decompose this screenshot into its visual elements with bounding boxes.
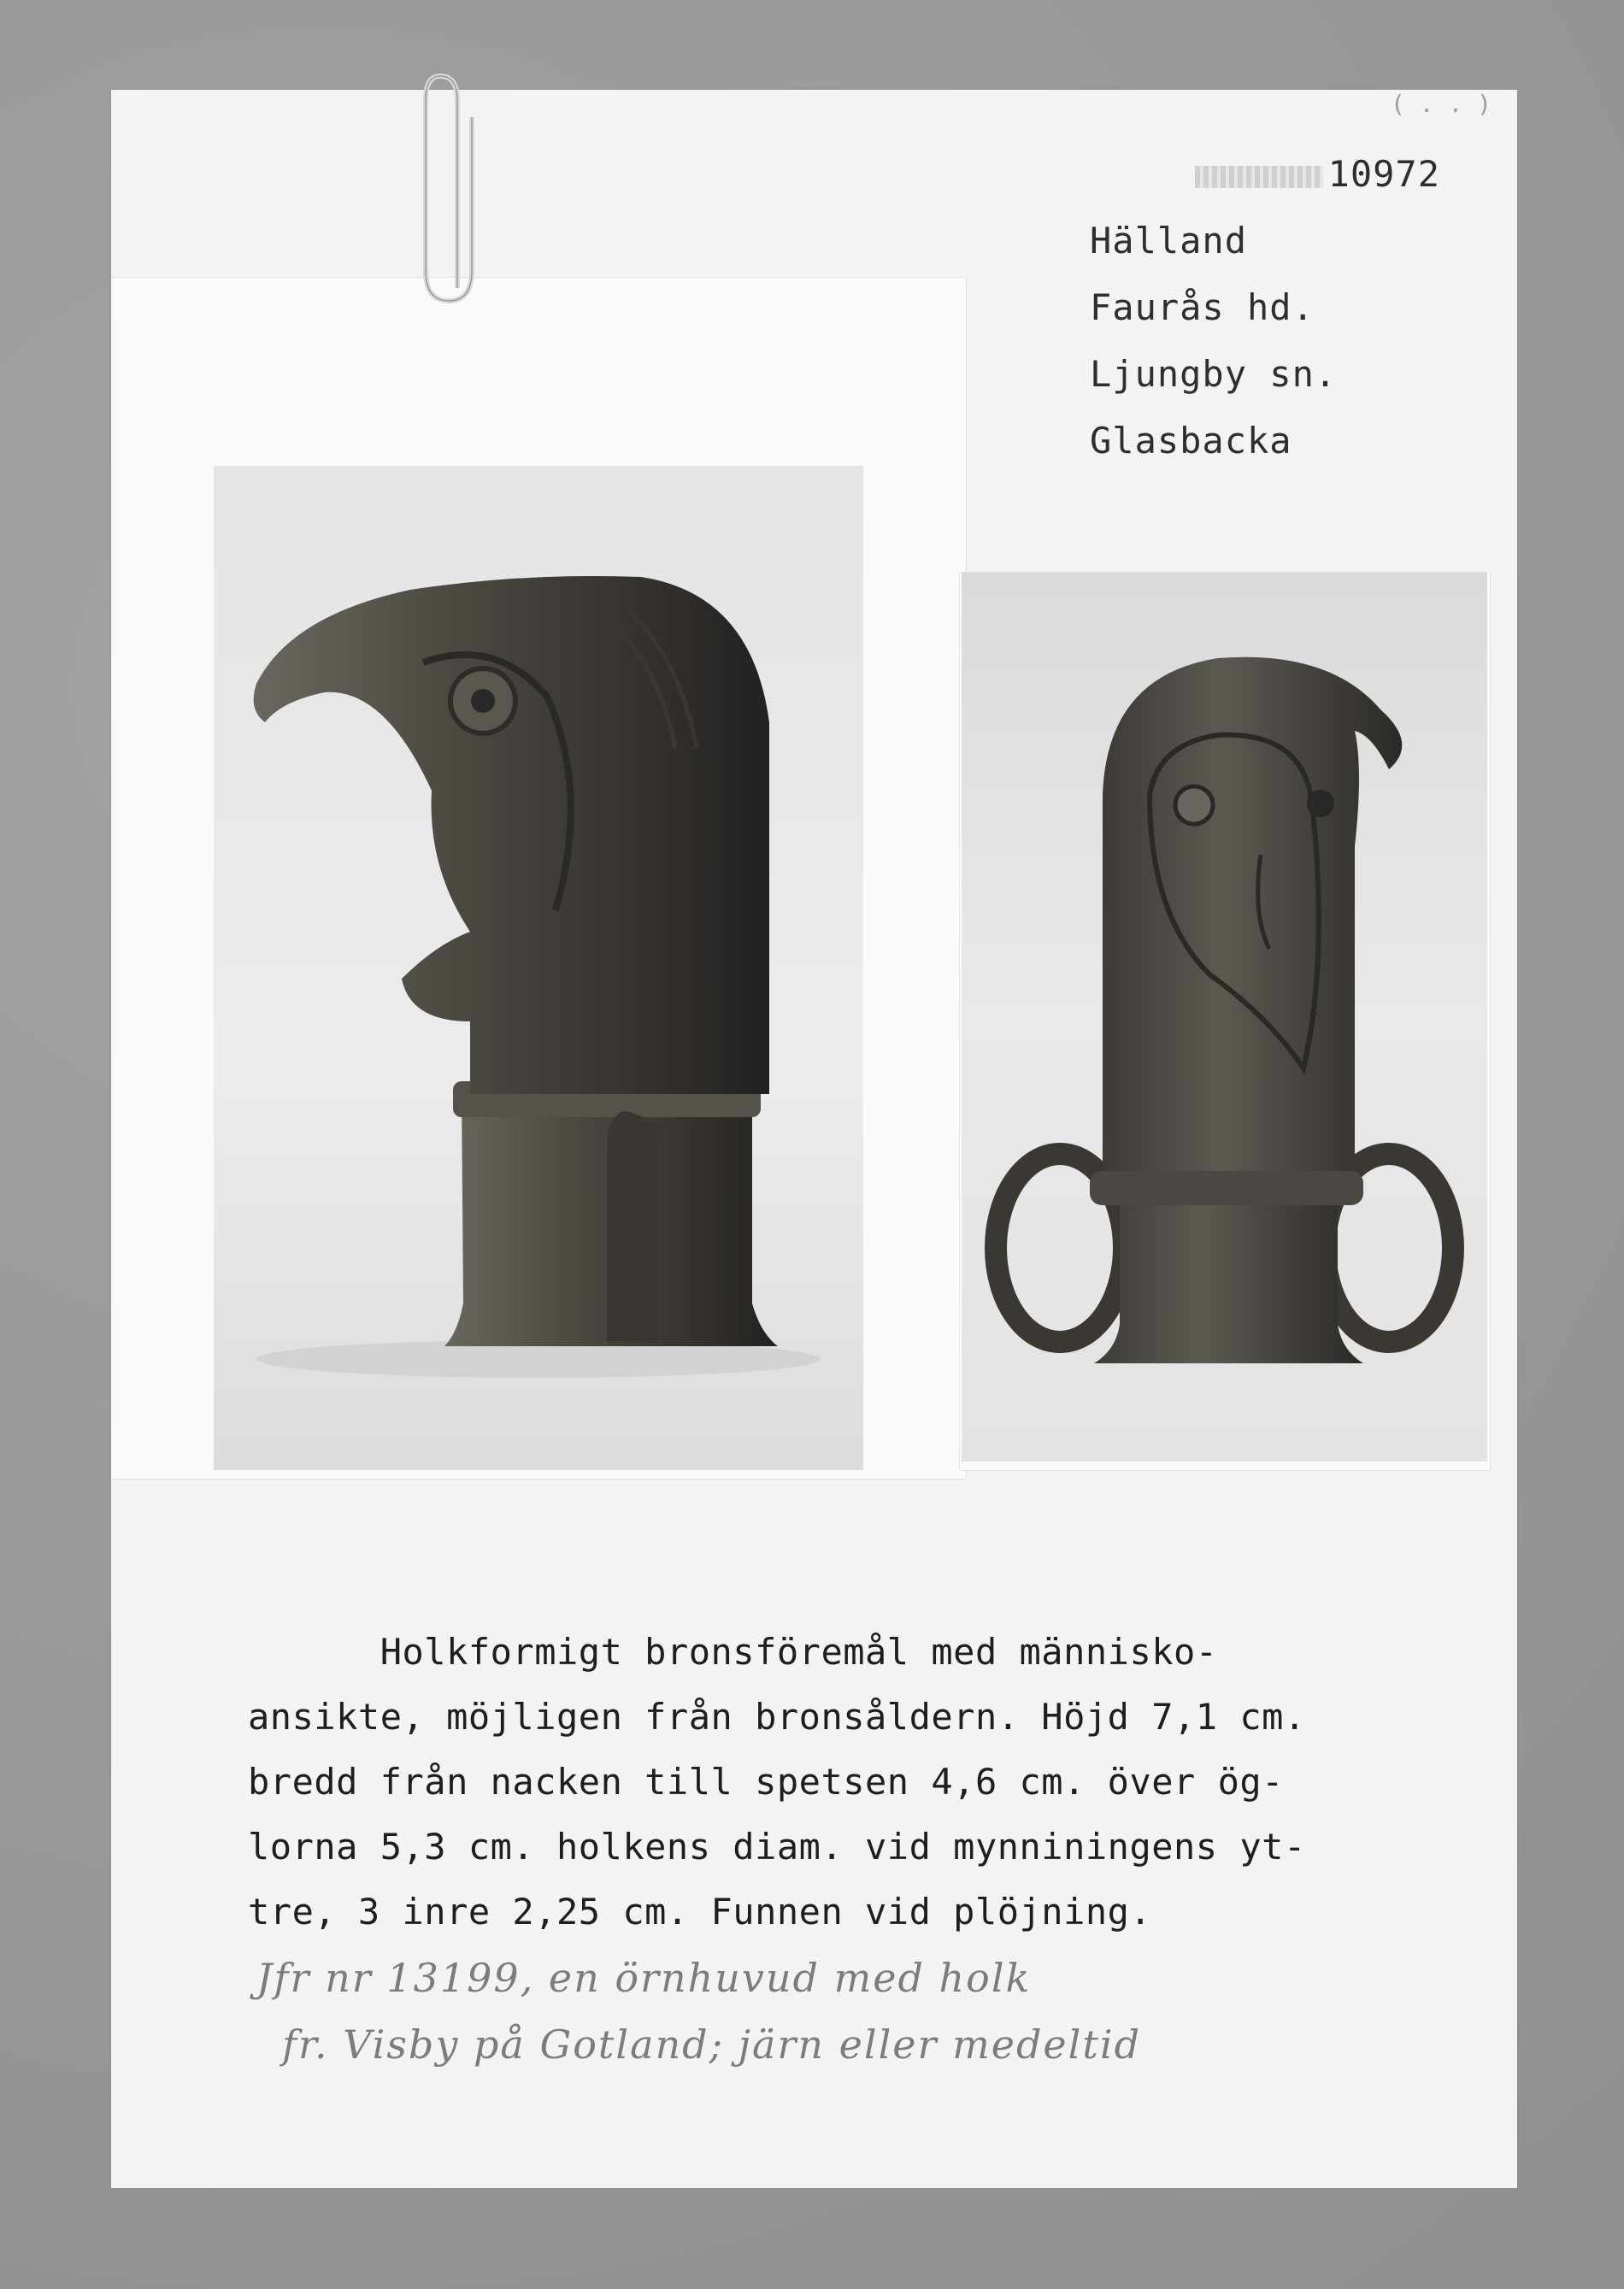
parish: Ljungby sn. xyxy=(1090,353,1338,395)
catalog-info xyxy=(1090,141,1449,474)
description-line-2: ansikte, möjligen från bronsåldern. Höjd 7,1 cm. xyxy=(248,1696,1306,1738)
photo-front-view xyxy=(962,573,1487,1462)
photo-mount-side-view xyxy=(111,278,966,1479)
description-line-3: bredd från nacken till spetsen 4,6 cm. över ög- xyxy=(248,1761,1284,1803)
catalog-number-line xyxy=(1090,141,1449,208)
photo-side-view xyxy=(214,466,863,1470)
description-line-5: tre, 3 inre 2,25 cm. Funnen vid plöjning. xyxy=(248,1891,1152,1933)
province: Hälland xyxy=(1090,220,1248,262)
catalog-number: 10972 xyxy=(1327,153,1440,195)
erased-text-smudge xyxy=(1195,166,1323,188)
description-line-1: Holkformigt bronsföremål med människo- xyxy=(248,1631,1218,1673)
handwritten-line-2: fr. Visby på Gotland; järn eller medeltid xyxy=(282,2021,1142,2068)
site-name: Glasbacka xyxy=(1090,420,1292,462)
photo-mount-front-view xyxy=(960,573,1490,1470)
description-line-4: lorna 5,3 cm. holkens diam. vid mynniningens yt- xyxy=(248,1826,1306,1868)
archive-card xyxy=(111,90,1517,2188)
corner-pencil-mark: ( . . ) xyxy=(1390,90,1492,118)
district: Faurås hd. xyxy=(1090,286,1315,328)
paperclip-icon xyxy=(419,66,479,314)
handwritten-note xyxy=(256,1945,1496,2078)
bronze-head-side-illustration xyxy=(214,466,863,1470)
handwritten-line-1: Jfr nr 13199, en örnhuvud med holk xyxy=(256,1955,1032,2001)
bronze-head-front-illustration xyxy=(962,573,1487,1462)
typed-description xyxy=(248,1620,1492,1945)
